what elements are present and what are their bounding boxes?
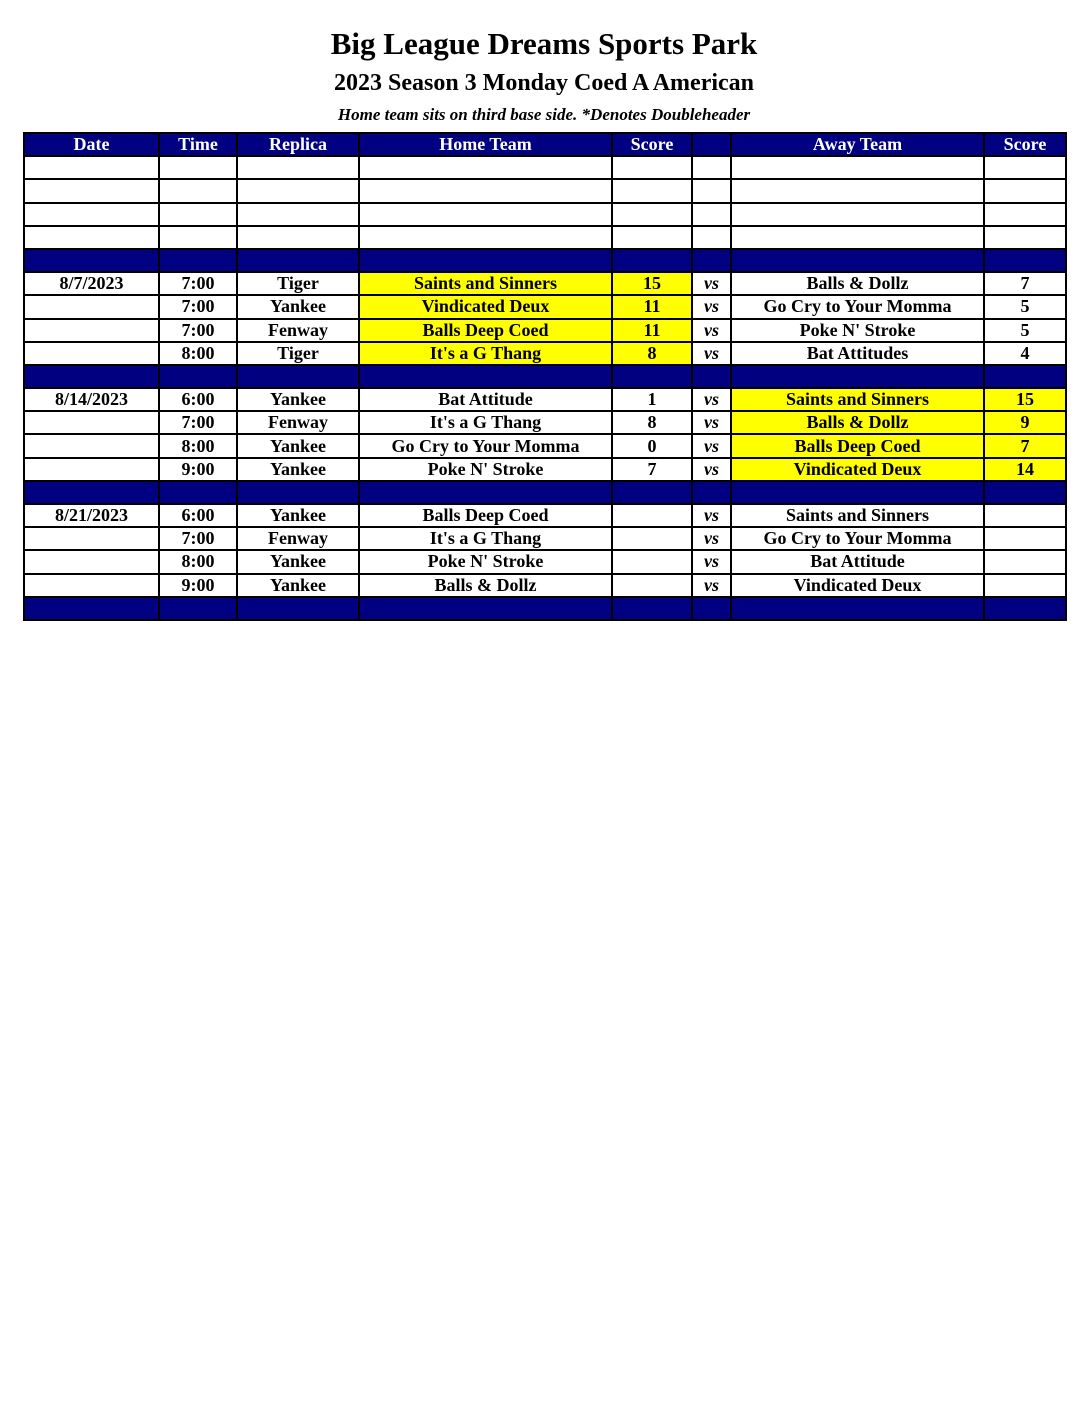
- time-cell: 6:00: [159, 504, 237, 527]
- away-team-cell: Vindicated Deux: [731, 574, 984, 597]
- home-team-cell: It's a G Thang: [359, 342, 612, 365]
- home-score-cell: 8: [612, 411, 692, 434]
- away-team-cell: Bat Attitudes: [731, 342, 984, 365]
- date-cell: [24, 597, 159, 620]
- replica-cell: Yankee: [237, 388, 359, 411]
- away-score-cell: [984, 527, 1066, 550]
- home-team-cell: It's a G Thang: [359, 411, 612, 434]
- table-row: [24, 527, 1066, 550]
- away-score-cell: 5: [984, 319, 1066, 342]
- date-cell: [24, 411, 159, 434]
- replica-cell: [237, 481, 359, 504]
- away-score-cell: 7: [984, 434, 1066, 457]
- vs-cell: [692, 203, 731, 226]
- away-team-cell: Poke N' Stroke: [731, 319, 984, 342]
- away-score-cell: 14: [984, 458, 1066, 481]
- home-score-cell: [612, 179, 692, 202]
- home-score-cell: 8: [612, 342, 692, 365]
- vs-cell: vs: [692, 388, 731, 411]
- table-row: [24, 574, 1066, 597]
- vs-cell: [692, 226, 731, 249]
- vs-cell: vs: [692, 434, 731, 457]
- time-cell: 7:00: [159, 319, 237, 342]
- replica-cell: Yankee: [237, 434, 359, 457]
- vs-cell: [692, 156, 731, 179]
- schedule-note: Home team sits on third base side. *Denotes Doubleheader: [337, 105, 751, 124]
- table-header-row: [24, 133, 1066, 156]
- time-cell: 7:00: [159, 411, 237, 434]
- date-cell: [24, 434, 159, 457]
- time-cell: 9:00: [159, 574, 237, 597]
- header-time: Time: [159, 133, 237, 156]
- time-cell: 8:00: [159, 434, 237, 457]
- home-score-cell: 11: [612, 295, 692, 318]
- date-cell: [24, 527, 159, 550]
- date-cell: [24, 179, 159, 202]
- home-score-cell: [612, 226, 692, 249]
- away-score-cell: [984, 481, 1066, 504]
- time-cell: 8:00: [159, 342, 237, 365]
- time-cell: [159, 179, 237, 202]
- table-row: [24, 272, 1066, 295]
- away-score-cell: [984, 365, 1066, 388]
- vs-cell: [692, 365, 731, 388]
- date-cell: [24, 342, 159, 365]
- date-cell: [24, 458, 159, 481]
- home-score-cell: [612, 203, 692, 226]
- vs-cell: vs: [692, 272, 731, 295]
- blank-row: [24, 156, 1066, 179]
- replica-cell: Yankee: [237, 458, 359, 481]
- schedule-table: [23, 132, 1067, 621]
- date-cell: [24, 203, 159, 226]
- away-score-cell: [984, 504, 1066, 527]
- table-row: [24, 388, 1066, 411]
- home-team-cell: [359, 597, 612, 620]
- table-row: [24, 550, 1066, 573]
- page-subtitle: 2023 Season 3 Monday Coed A American: [333, 70, 755, 96]
- replica-cell: Fenway: [237, 527, 359, 550]
- away-score-cell: [984, 574, 1066, 597]
- home-score-cell: [612, 527, 692, 550]
- away-team-cell: [731, 597, 984, 620]
- table-row: [24, 458, 1066, 481]
- vs-cell: [692, 179, 731, 202]
- home-score-cell: 15: [612, 272, 692, 295]
- home-score-cell: 11: [612, 319, 692, 342]
- time-cell: [159, 597, 237, 620]
- separator-row: [24, 249, 1066, 272]
- blank-row: [24, 179, 1066, 202]
- table-row: [24, 411, 1066, 434]
- vs-cell: vs: [692, 574, 731, 597]
- vs-cell: vs: [692, 527, 731, 550]
- away-team-cell: Balls & Dollz: [731, 411, 984, 434]
- vs-cell: vs: [692, 295, 731, 318]
- header-home-score: Score: [612, 133, 692, 156]
- separator-row: [24, 481, 1066, 504]
- date-cell: [24, 156, 159, 179]
- replica-cell: Fenway: [237, 319, 359, 342]
- home-team-cell: Poke N' Stroke: [359, 550, 612, 573]
- home-team-cell: Poke N' Stroke: [359, 458, 612, 481]
- away-team-cell: [731, 249, 984, 272]
- away-team-cell: Vindicated Deux: [731, 458, 984, 481]
- date-cell: 8/7/2023: [24, 272, 159, 295]
- time-cell: [159, 365, 237, 388]
- header-date: Date: [24, 133, 159, 156]
- away-team-cell: Balls Deep Coed: [731, 434, 984, 457]
- home-score-cell: 1: [612, 388, 692, 411]
- date-cell: 8/21/2023: [24, 504, 159, 527]
- header-away-team: Away Team: [731, 133, 984, 156]
- time-cell: [159, 249, 237, 272]
- replica-cell: Yankee: [237, 295, 359, 318]
- home-team-cell: Vindicated Deux: [359, 295, 612, 318]
- date-cell: [24, 226, 159, 249]
- away-team-cell: Balls & Dollz: [731, 272, 984, 295]
- away-score-cell: [984, 156, 1066, 179]
- home-team-cell: [359, 226, 612, 249]
- replica-cell: Yankee: [237, 574, 359, 597]
- home-team-cell: [359, 481, 612, 504]
- home-score-cell: [612, 249, 692, 272]
- separator-row: [24, 597, 1066, 620]
- home-team-cell: [359, 365, 612, 388]
- vs-cell: vs: [692, 342, 731, 365]
- home-score-cell: 7: [612, 458, 692, 481]
- home-team-cell: It's a G Thang: [359, 527, 612, 550]
- header-replica: Replica: [237, 133, 359, 156]
- home-team-cell: Balls Deep Coed: [359, 504, 612, 527]
- away-team-cell: Saints and Sinners: [731, 504, 984, 527]
- replica-cell: [237, 249, 359, 272]
- date-cell: [24, 550, 159, 573]
- table-row: [24, 319, 1066, 342]
- header-vs: [692, 133, 731, 156]
- table-row: [24, 295, 1066, 318]
- replica-cell: [237, 226, 359, 249]
- vs-cell: [692, 481, 731, 504]
- replica-cell: Fenway: [237, 411, 359, 434]
- time-cell: [159, 226, 237, 249]
- away-team-cell: Bat Attitude: [731, 550, 984, 573]
- home-team-cell: [359, 179, 612, 202]
- home-team-cell: [359, 203, 612, 226]
- table-row: [24, 504, 1066, 527]
- away-team-cell: Go Cry to Your Momma: [731, 527, 984, 550]
- away-team-cell: [731, 365, 984, 388]
- replica-cell: [237, 203, 359, 226]
- time-cell: [159, 156, 237, 179]
- home-score-cell: [612, 597, 692, 620]
- home-score-cell: 0: [612, 434, 692, 457]
- blank-row: [24, 226, 1066, 249]
- replica-cell: [237, 365, 359, 388]
- home-score-cell: [612, 156, 692, 179]
- home-team-cell: [359, 249, 612, 272]
- replica-cell: [237, 597, 359, 620]
- home-score-cell: [612, 481, 692, 504]
- time-cell: 7:00: [159, 527, 237, 550]
- time-cell: [159, 481, 237, 504]
- replica-cell: Yankee: [237, 504, 359, 527]
- away-team-cell: [731, 203, 984, 226]
- replica-cell: Tiger: [237, 272, 359, 295]
- vs-cell: vs: [692, 550, 731, 573]
- vs-cell: vs: [692, 319, 731, 342]
- home-team-cell: Balls & Dollz: [359, 574, 612, 597]
- home-score-cell: [612, 365, 692, 388]
- date-cell: [24, 319, 159, 342]
- away-team-cell: [731, 481, 984, 504]
- away-score-cell: [984, 597, 1066, 620]
- table-row: [24, 434, 1066, 457]
- date-cell: [24, 481, 159, 504]
- vs-cell: [692, 597, 731, 620]
- away-score-cell: 4: [984, 342, 1066, 365]
- vs-cell: [692, 249, 731, 272]
- home-score-cell: [612, 574, 692, 597]
- home-team-cell: Bat Attitude: [359, 388, 612, 411]
- time-cell: 7:00: [159, 295, 237, 318]
- replica-cell: Tiger: [237, 342, 359, 365]
- home-team-cell: Go Cry to Your Momma: [359, 434, 612, 457]
- home-team-cell: Saints and Sinners: [359, 272, 612, 295]
- away-team-cell: Go Cry to Your Momma: [731, 295, 984, 318]
- date-cell: [24, 295, 159, 318]
- time-cell: [159, 203, 237, 226]
- page-title: Big League Dreams Sports Park: [330, 26, 758, 61]
- schedule-body: [24, 156, 1066, 620]
- away-score-cell: [984, 179, 1066, 202]
- away-score-cell: [984, 249, 1066, 272]
- away-score-cell: [984, 203, 1066, 226]
- vs-cell: vs: [692, 504, 731, 527]
- vs-cell: vs: [692, 458, 731, 481]
- away-team-cell: [731, 156, 984, 179]
- replica-cell: [237, 156, 359, 179]
- table-row: [24, 342, 1066, 365]
- time-cell: 9:00: [159, 458, 237, 481]
- home-score-cell: [612, 550, 692, 573]
- header-away-score: Score: [984, 133, 1066, 156]
- time-cell: 6:00: [159, 388, 237, 411]
- home-team-cell: Balls Deep Coed: [359, 319, 612, 342]
- date-cell: [24, 365, 159, 388]
- time-cell: 8:00: [159, 550, 237, 573]
- time-cell: 7:00: [159, 272, 237, 295]
- date-cell: [24, 574, 159, 597]
- blank-row: [24, 203, 1066, 226]
- away-team-cell: Saints and Sinners: [731, 388, 984, 411]
- separator-row: [24, 365, 1066, 388]
- away-score-cell: 9: [984, 411, 1066, 434]
- date-cell: [24, 249, 159, 272]
- replica-cell: [237, 179, 359, 202]
- away-score-cell: 15: [984, 388, 1066, 411]
- away-score-cell: [984, 226, 1066, 249]
- away-score-cell: [984, 550, 1066, 573]
- home-team-cell: [359, 156, 612, 179]
- date-cell: 8/14/2023: [24, 388, 159, 411]
- away-team-cell: [731, 179, 984, 202]
- away-team-cell: [731, 226, 984, 249]
- replica-cell: Yankee: [237, 550, 359, 573]
- away-score-cell: 5: [984, 295, 1066, 318]
- away-score-cell: 7: [984, 272, 1066, 295]
- header-home-team: Home Team: [359, 133, 612, 156]
- vs-cell: vs: [692, 411, 731, 434]
- home-score-cell: [612, 504, 692, 527]
